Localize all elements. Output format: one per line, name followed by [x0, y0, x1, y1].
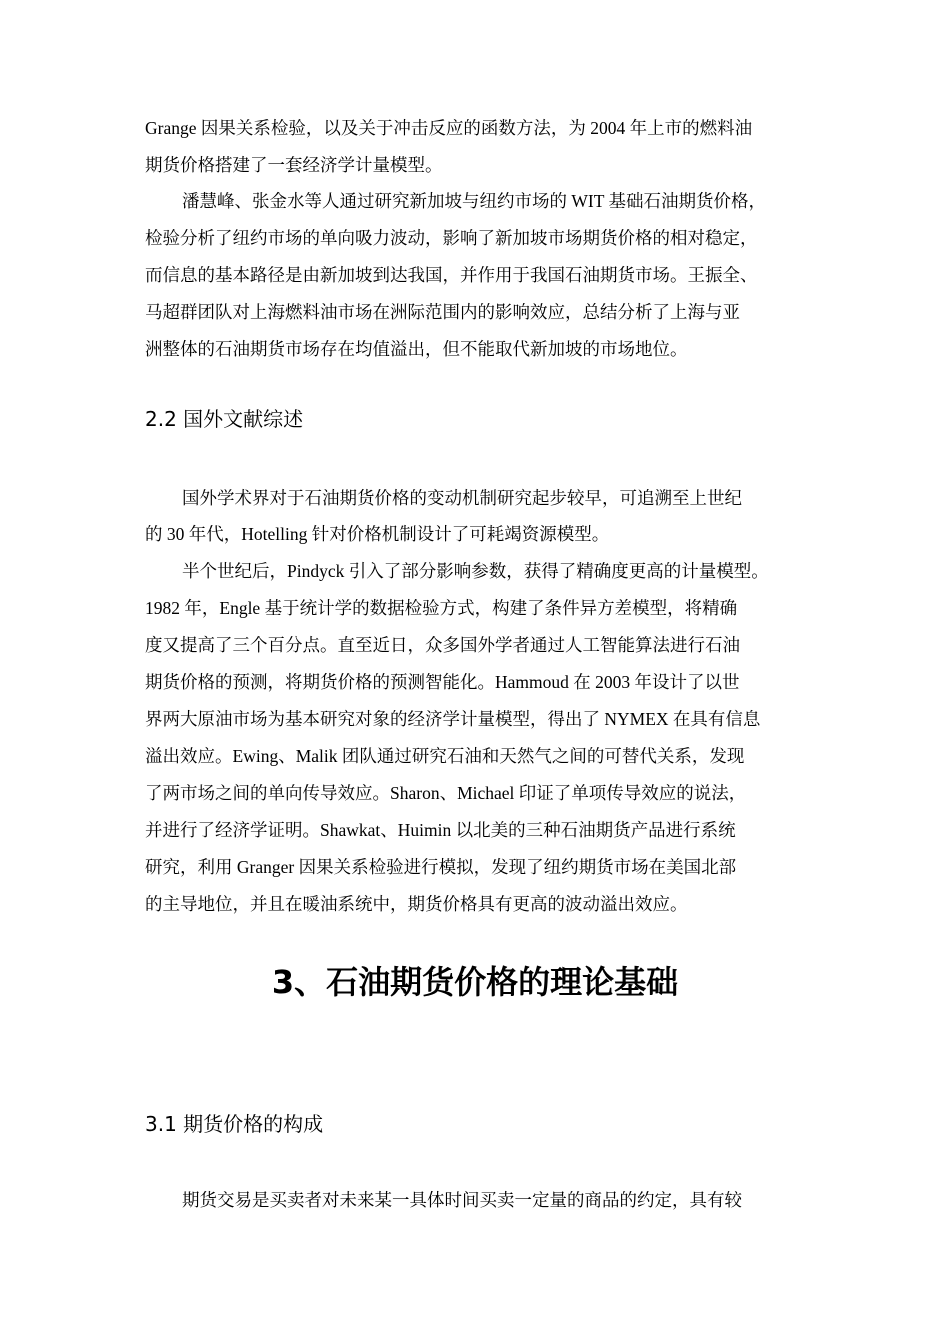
- paragraph-line: 而信息的基本路径是由新加坡到达我国，并作用于我国石油期货市场。王振全、: [145, 265, 758, 285]
- paragraph-line: 1982 年，Engle 基于统计学的数据检验方式，构建了条件异方差模型，将精确: [145, 598, 738, 618]
- section-heading-2-2: 2.2 国外文献综述: [145, 407, 304, 431]
- paragraph-line: 潘慧峰、张金水等人通过研究新加坡与纽约市场的 WIT 基础石油期货价格，: [182, 191, 766, 211]
- paragraph-line: 期货价格搭建了一套经济学计量模型。: [145, 155, 443, 175]
- paragraph-line: 半个世纪后，Pindyck 引入了部分影响参数，获得了精确度更高的计量模型。: [182, 561, 769, 581]
- section-heading-3-1: 3.1 期货价格的构成: [145, 1112, 324, 1136]
- paragraph-line: 期货交易是买卖者对未来某一具体时间买卖一定量的商品的约定，具有较: [182, 1190, 742, 1210]
- paragraph-line: 期货价格的预测，将期货价格的预测智能化。Hammoud 在 2003 年设计了以世: [145, 672, 740, 692]
- paragraph-line: 了两市场之间的单向传导效应。Sharon、Michael 印证了单项传导效应的说法，: [145, 783, 747, 803]
- chapter-heading-3: 3、石油期货价格的理论基础: [271, 963, 679, 1001]
- paragraph-line: Grange 因果关系检验，以及关于冲击反应的函数方法，为 2004 年上市的燃料油: [145, 118, 753, 138]
- paragraph-line: 度又提高了三个百分点。直至近日，众多国外学者通过人工智能算法进行石油: [145, 635, 740, 655]
- paragraph-line: 并进行了经济学证明。Shawkat、Huimin 以北美的三种石油期货产品进行系统: [145, 820, 736, 840]
- paragraph-line: 研究，利用 Granger 因果关系检验进行模拟，发现了纽约期货市场在美国北部: [145, 857, 737, 877]
- paragraph-line: 马超群团队对上海燃料油市场在洲际范围内的影响效应，总结分析了上海与亚: [145, 302, 740, 322]
- paragraph-line: 界两大原油市场为基本研究对象的经济学计量模型，得出了 NYMEX 在具有信息: [145, 709, 761, 729]
- paragraph-line: 国外学术界对于石油期货价格的变动机制研究起步较早，可追溯至上世纪: [182, 488, 742, 508]
- paragraph-line: 溢出效应。Ewing、Malik 团队通过研究石油和天然气之间的可替代关系，发现: [145, 746, 745, 766]
- paragraph-line: 的主导地位，并且在暖油系统中，期货价格具有更高的波动溢出效应。: [145, 894, 688, 914]
- paragraph-line: 洲整体的石油期货市场存在均值溢出，但不能取代新加坡的市场地位。: [145, 339, 688, 359]
- paragraph-line: 的 30 年代，Hotelling 针对价格机制设计了可耗竭资源模型。: [145, 524, 610, 544]
- paragraph-line: 检验分析了纽约市场的单向吸力波动，影响了新加坡市场期货价格的相对稳定，: [145, 228, 758, 248]
